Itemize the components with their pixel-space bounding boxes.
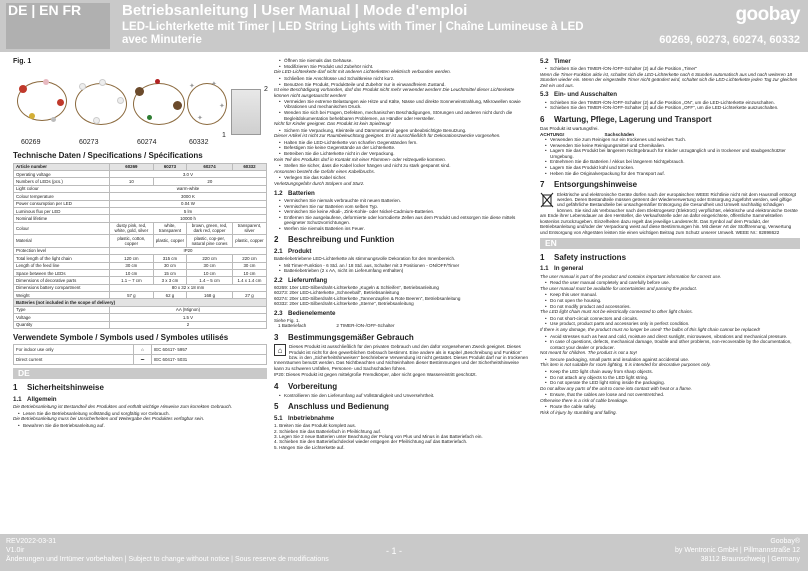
bullet-list xyxy=(274,263,528,274)
bullet-list xyxy=(540,369,800,386)
table-row xyxy=(14,178,267,185)
list-item: 5. Hängen Sie die Lichterkette auf. xyxy=(274,444,345,450)
table-row xyxy=(14,345,267,355)
bullet-list xyxy=(274,128,528,133)
list-item: • Lagern Sie das Produkt bei längerem Nichtgebrauch für Kinder unzugänglich und in trockener und staubgeschützter Umgebung. xyxy=(545,148,800,159)
section-5-2-heading: 5.2 Timer xyxy=(540,58,571,65)
row-label: Numbers of LEDs (pcs.) xyxy=(14,178,110,185)
section-5-3-heading: 5.3 Ein- und Ausschalten xyxy=(540,91,618,99)
list-item: • In case of questions, defects, mechanical damage, trouble and other problems, non-recoverable by the documentation, contact your dealer or producer. xyxy=(545,339,800,350)
list-item: 1 Batteriefach xyxy=(278,323,307,329)
en-section-1-1-heading: 1.1 In general xyxy=(540,265,584,273)
list-item: • Use product, product parts and accessories only in perfect condition. xyxy=(545,321,800,326)
list-item: • Werfen Sie niemals Batterien ins Feuer. xyxy=(279,226,528,231)
bullet-list xyxy=(540,280,800,285)
brand-logo: goobay xyxy=(735,4,800,25)
figure-label: Fig. 1 xyxy=(13,58,32,65)
direct-current-icon: ⎓ xyxy=(134,355,152,365)
list-item: • Vermeiden Sie extreme Belastungen wie Hitze und Kälte, Nässe und direkte Sonneneinstrahlung, Mikrowellen sowie Vibrationen und mechanischen Druck. xyxy=(279,99,528,110)
batteries-section-row xyxy=(14,299,267,306)
cell: IEC 60417- 5957 xyxy=(152,345,267,355)
house-icon: ⌂ xyxy=(274,344,286,356)
cell: 2 xyxy=(110,321,267,328)
list-item: • Mit Timer-Funktion - 6 Std. an / 18 Std. aus, Schalter mit 3 Positionen - ON/OFF/Timer xyxy=(279,263,528,268)
cell: IP20 xyxy=(110,247,267,254)
callout-1: 1 xyxy=(222,132,226,140)
tech-data-heading: Technische Daten / Specifications / Spécifications xyxy=(13,151,203,161)
footer-left xyxy=(6,537,329,564)
cell: 20 xyxy=(153,178,266,185)
bullet-list xyxy=(540,66,800,71)
list-item: • Vermischen Sie nur Batterien vom selben Typ. xyxy=(279,204,528,209)
paragraph: Not meant for children. The product is not a toy! xyxy=(540,350,638,356)
cell: 1.4 x 1.4 cm xyxy=(232,277,266,284)
list-item: 2. Schieben Sie das Batteriefach in Pfeilrichtung auf. xyxy=(274,428,381,434)
bullet-list xyxy=(13,411,267,416)
paragraph: Die Betriebsanleitung ist Bestandteil des Produktes und enthält wichtige Hinweise zum korrekten Gebrauch. xyxy=(13,404,233,410)
section-label: Batteries (not included in the scope of delivery) xyxy=(14,299,267,306)
list-item: • Ensure, that the cables are loose and not overstretched. xyxy=(545,392,800,397)
fig-caption-60332: 60332 xyxy=(189,139,209,147)
list-item: 60274: 20er LED-Silberdraht-Lichterkette „Tannenzapfen & Rote Beeren“, Betriebsanleitung xyxy=(274,295,461,301)
cell: plastic, cotton, copper xyxy=(110,235,154,248)
cell: warm-white xyxy=(110,185,267,192)
table-row xyxy=(14,292,267,299)
row-label: Type xyxy=(14,306,110,313)
paragraph: Dieses Produkt ist ausschließlich für den privaten Gebrauch und den dafür vorgesehenen Zweck geeignet. Dieses Produkt ist nicht für den gewerblichen Gebrauch bestimmt. Eine andere als in Kapitel „Beschreibung und Funktion“ bzw. in den „Sicherheitshinweisen“ beschriebene Verwendung ist nicht gestattet. Dieses Produkt darf nur in trockenen Innenräumen benutzt werden. Das Nichtbeachten und Nichteinhalten dieser Bestimmungen und der Sicherheitshinweise kann zu schweren Unfällen, Personen- und Sachschäden führen. xyxy=(274,344,529,371)
cell: 3000 K xyxy=(110,193,267,200)
list-item: • Befestigen Sie keine Gegenstände an der Lichterkette. xyxy=(279,145,528,150)
spec-table xyxy=(13,163,267,329)
col-header: 60274 xyxy=(187,163,233,170)
cell: 220 cm xyxy=(187,255,233,262)
cell: 30 cm xyxy=(187,262,233,269)
cell: brown, green, red, dark red, copper xyxy=(187,222,233,235)
table-row xyxy=(14,193,267,200)
fig-caption-60273: 60273 xyxy=(79,139,99,147)
cell: 5 lm xyxy=(110,207,267,214)
controls-list xyxy=(274,323,528,328)
cell: 120 cm xyxy=(110,255,154,262)
list-item: • Kontrollieren Sie den Lieferumfang auf Vollständigkeit und Unversehrtheit. xyxy=(279,393,528,398)
battery-box-image xyxy=(231,89,261,135)
table-row xyxy=(14,235,267,248)
language-bar-en: EN xyxy=(540,238,800,249)
row-label: Colour xyxy=(14,222,110,235)
column-3 xyxy=(540,58,800,417)
table-row xyxy=(14,255,267,262)
product-photo-60269 xyxy=(13,77,73,131)
paragraph: Elektrische und elektronische Geräte dürfen nach der europäischen WEEE Richtlinie nicht mit dem Hausmüll entsorgt werden. Deren Bestandteile müssen getrennt der Wiederverwertung oder Entsorgung zugeführt werden, weil giftige und gefährliche Bestandteile bei unsachgemäßer Entsorgung die Gesundheit und Umwelt nachhaltig schädigen können. Sie sind als Verbraucher nach dem Elektrogesetz (ElektroG) verpflichtet, elektrische und elektronische Geräte am Ende ihrer Lebensdauer an den Hersteller, die Verkaufsstelle oder an dafür eingerichtete, öffentliche Sammelstellen kostenlos zurückzugeben. Einzelheiten dazu regelt das jeweilige Landesrecht. Das Symbol auf dem Produkt, der Betriebsanleitung und/oder der Verpackung weist auf diese Bestimmungen hin. Mit dieser Art der Stofftrennung, Verwertung und Entsorgung von Altgeräten leisten Sie einen wichtigen Beitrag zum Schutz unserer Umwelt. WEEE Nr.: 82898622 xyxy=(540,191,798,235)
list-item: • Verwenden Sie keine Reinigungsmittel und Chemikalien. xyxy=(545,143,800,148)
list-item: • Read the user manual completely and carefully before use. xyxy=(545,280,800,285)
row-label: Protection level xyxy=(14,247,110,254)
cell: 1.1 – 7 cm xyxy=(110,277,154,284)
row-label: Operating voltage xyxy=(14,171,110,178)
section-3-heading: 3 Bestimmungsgemäßer Gebrauch xyxy=(274,332,414,342)
bullet-list xyxy=(274,198,528,232)
cell: transparent, silver xyxy=(232,222,266,235)
manual-subtitle: LED-Lichterkette mit Timer | LED String Lights with Timer | Chaîne Lumineuse à LED avec Minuterie xyxy=(122,21,584,46)
cell: 10000 h xyxy=(110,215,267,222)
paragraph: Do not allow any parts of the unit to come into contact with heat or a flame. xyxy=(540,385,692,391)
symbols-table xyxy=(13,344,267,365)
list-item: • Sichern Sie Verpackung, Kleinteile und Dämmmaterial gegen unbeabsichtigte Benutzung. xyxy=(279,128,528,133)
table-row xyxy=(14,321,267,328)
bullet-list xyxy=(540,137,800,176)
list-item: • Schieben Sie den TIMER-/ON-/OFF-Schalter (2) auf die Position „Timer“ xyxy=(545,66,800,71)
version: V1.0ir xyxy=(6,547,25,554)
paragraph: Wenn die Timer-Funktion aktiv ist, schaltet sich die LED-Lichterkette nach 6 Stunden automatisch aus und nach weiteren 18 Stunden wieder ein. Wenn der eingestellte Timer nicht geändert wird, schaltet sich die LED-Lichterkette jeden Tag zur gleichen Zeit ein und aus. xyxy=(540,72,798,88)
list-item: • Schieben Sie den TIMER-/ON-/OFF-Schalter (2) auf die Position „ON“, um die LED-Lichterkette einzuschalten. xyxy=(545,100,800,105)
bullet-list xyxy=(540,404,800,409)
paragraph: Dieser Artikel ist nicht zur Raumbeleuchtung geeignet. Er ist ausschließlich für Dekorationszwecke vorgesehen. xyxy=(274,133,501,139)
paragraph: Risk of injury by stumbling and falling. xyxy=(540,410,617,416)
list-item: • Secure packaging, small parts and insulation against accidental use. xyxy=(545,357,800,362)
list-item: 60273: 20er LED-Lichterkette „Schneeball“, Betriebsanleitung xyxy=(274,290,400,296)
list-item: • Heben Sie die Originalverpackung für den Transport auf. xyxy=(545,171,800,176)
list-item: • Wenden Sie sich bei Fragen, Defekten, mechanischen Beschädigungen, Störungen und anderen nicht durch die Begleitdokumentation behebbaren Problemen, an Händler oder Hersteller. xyxy=(279,110,528,121)
paragraph: Verletzungsgefahr durch Stolpern und Sturz. xyxy=(274,181,365,187)
section-7-body xyxy=(540,192,800,235)
product-photo-60273 xyxy=(71,77,131,131)
col-header: Article number xyxy=(14,163,110,170)
table-row xyxy=(14,247,267,254)
cell: 315 cm xyxy=(153,255,186,262)
cell: 62 g xyxy=(153,292,186,299)
section-3-body xyxy=(274,344,528,371)
cell: 0.04 W xyxy=(110,200,267,207)
spec-header-row xyxy=(14,163,267,170)
list-item: • Do not open the housing. xyxy=(545,298,800,303)
cell: 10 xyxy=(110,178,154,185)
house-icon: ⌂ xyxy=(134,345,152,355)
cell: plastic, cop-per, natural pine cones xyxy=(187,235,233,248)
cell: 30 cm xyxy=(110,262,154,269)
column-1 xyxy=(13,58,267,428)
list-item: • Lesen Sie die Betriebsanleitung vollständig und sorgfältig vor Gebrauch. xyxy=(18,411,267,416)
col-header: 60273 xyxy=(153,163,186,170)
section-2-2-heading: 2.2 Lieferumfang xyxy=(274,276,328,284)
page-number: - 1 - xyxy=(386,546,403,556)
cell: plastic, copper xyxy=(232,235,266,248)
list-item: 4. Schieben Sie den Batteriefachdeckel wieder entgegen der Pfeilrichtung auf das Batteriefach. xyxy=(274,439,468,445)
symbols-heading: Verwendete Symbole / Symbols used / Symboles utilisés xyxy=(13,332,229,342)
list-item: • Betreiben Sie die Lichterkette nicht in der Verpackung. xyxy=(279,151,528,156)
cell: 80 x 32 x 18 mm xyxy=(110,284,267,291)
section-1-heading: 1 Sicherheitshinweise xyxy=(13,383,104,393)
en-section-1-heading: 1 Safety instructions xyxy=(540,252,627,262)
paragraph: Siehe Fig. 1. xyxy=(274,317,300,323)
row-label: Total length of the light chain xyxy=(14,255,110,262)
paragraph: Kein Teil des Produkts darf in Kontakt mit einer Flammen- oder Hitzequelle kommen. xyxy=(274,156,446,162)
section-6-heading: 6 Wartung, Pflege, Lagerung und Transport xyxy=(540,114,712,124)
fig-caption-60269: 60269 xyxy=(21,139,41,147)
col-header: 60332 xyxy=(232,163,266,170)
bullet-list xyxy=(540,100,800,111)
bullet-list xyxy=(274,393,528,398)
list-item: • Bewahren Sie die Betriebsanleitung auf. xyxy=(18,423,267,428)
bullet-list xyxy=(540,392,800,397)
table-row xyxy=(14,200,267,207)
cell: 1.4 – 5 cm xyxy=(187,277,233,284)
row-label: Length of the feed line xyxy=(14,262,110,269)
paragraph: This item is not suitable for room lighting. It is intended for decorative purposes only. xyxy=(540,362,711,368)
row-label: Weight xyxy=(14,292,110,299)
paragraph: Ansonsten besteht die Gefahr eines Kabelbruchs. xyxy=(274,168,376,174)
table-row xyxy=(14,171,267,178)
section-2-heading: 2 Beschreibung und Funktion xyxy=(274,235,395,245)
cell: plastic, copper xyxy=(153,235,186,248)
row-label: Dimensions battery compartment xyxy=(14,284,110,291)
section-4-heading: 4 Vorbereitung xyxy=(274,381,338,391)
bullet-list xyxy=(274,163,528,168)
cell: 30 cm xyxy=(153,262,186,269)
cell: 30 cm xyxy=(232,262,266,269)
list-item: • Stellen Sie sicher, dass die Kabel locker hängen und nicht zu stark gespannt sind. xyxy=(279,163,528,168)
row-label: Light colour xyxy=(14,185,110,192)
footer-right xyxy=(675,537,800,564)
table-row xyxy=(14,277,267,284)
list-item: 60269: 10er LED-Silberdraht-Lichterkette „Kugeln & Schleifen“, Betriebsanleitung xyxy=(274,285,439,291)
cell: IEC 60417- 5031 xyxy=(152,355,267,365)
row-label: For indoor use only xyxy=(14,345,134,355)
section-1-2-heading: 1.2 Batterien xyxy=(274,189,315,197)
section-5-heading: 5 Anschluss und Bedienung xyxy=(274,402,389,412)
cell: 220 cm xyxy=(232,255,266,262)
table-row xyxy=(14,222,267,235)
bullet-list xyxy=(13,423,267,428)
table-row xyxy=(14,207,267,214)
bullet-list xyxy=(540,292,800,309)
company-city: 38112 Braunschweig | Germany xyxy=(700,556,800,563)
section-1-1-heading: 1.1 Allgemein xyxy=(13,395,57,403)
list-item: • Schieben Sie den TIMER-/ON-/OFF-Schalter (2) auf die Position „OFF“, um die LED-Lichterkette auszuschalten. xyxy=(545,105,800,110)
list-item: • Vermischen Sie keine Alkali-, Zink-Kohle- oder Nickel-Cadmium-Batterien. xyxy=(279,209,528,214)
bullet-list xyxy=(540,357,800,362)
row-label: Voltage xyxy=(14,314,110,321)
list-item: • Route the cable safely. xyxy=(545,404,800,409)
list-item: 2 TIMER-/ON-/OFF-Schalter xyxy=(336,323,395,329)
col-header: 60269 xyxy=(110,163,154,170)
list-item: • Halten Sie die LED-Lichterkette von scharfen Gegenständen fern. xyxy=(279,140,528,145)
bullet-list xyxy=(274,58,528,69)
bullet-list xyxy=(274,76,528,87)
section-7-heading: 7 Entsorgungshinweise xyxy=(540,180,638,190)
cell: 10 cm xyxy=(232,269,266,276)
figure-1 xyxy=(13,67,267,147)
footer-bar xyxy=(0,534,808,571)
table-row xyxy=(14,306,267,313)
bullet-list xyxy=(274,140,528,157)
bullet-list xyxy=(274,175,528,180)
bullet-list xyxy=(540,334,800,351)
cell: 1.5 V xyxy=(110,314,267,321)
row-label: Space between the LEDs xyxy=(14,269,110,276)
paragraph: Die Betriebsanleitung muss bei Unsicherheiten und Weitergabe des Produktes verfügbar sein. xyxy=(13,416,205,422)
cell: AA (Mignon) xyxy=(110,306,267,313)
revision: REV2022-03-31 xyxy=(6,538,57,545)
callout-2: 2 xyxy=(264,86,268,94)
paragraph: The user manual must be available for uncertainties and passing the product. xyxy=(540,285,698,291)
paragraph: Otherwise there is a risk of cable breakage. xyxy=(540,398,629,404)
paragraph: The user manual is part of the product and contains important information for correct use. xyxy=(540,273,722,279)
cell: 10 cm xyxy=(110,269,154,276)
list-item: • Keep the LED light chain away from sharp objects. xyxy=(545,369,800,374)
article-numbers: 60269, 60273, 60274, 60332 xyxy=(659,34,800,46)
list-item: • Entnehmen Sie die Batterien / Akkus bei längerem Nichtgebrauch. xyxy=(545,159,800,164)
list-item: • Vermischen Sie niemals verbrauchte mit neuen Batterien. xyxy=(279,198,528,203)
cell: 27 g xyxy=(232,292,266,299)
list-item: • Verwenden Sie zum Reinigen nur ein trockenes und weiches Tuch. xyxy=(545,137,800,142)
cell: white, transparent xyxy=(153,222,186,235)
table-row xyxy=(14,262,267,269)
cell: 3.0 V xyxy=(110,171,267,178)
paragraph: IP20: Dieses Produkt ist gegen mittelgroße Fremdkörper, aber nicht gegen Wassereintritt geschützt. xyxy=(274,372,477,378)
warning-label: ACHTUNG! xyxy=(540,131,565,137)
row-label: Colour temperature xyxy=(14,193,110,200)
paragraph: If there is any damage, the product must no longer be used! The bulbs of this light chain cannot be replaced! xyxy=(540,327,761,333)
list-item: • Do not operate the LED light string inside the packaging. xyxy=(545,380,800,385)
list-item: • Verlegen Sie das Kabel sicher. xyxy=(279,175,528,180)
list-item: • Benutzen Sie Produkt, Produktteile und Zubehör nur in einwandfreiem Zustand. xyxy=(279,82,528,87)
bullet-list xyxy=(274,99,528,121)
list-item: 60332: 20er LED-Silberdraht-Lichterkette „Sterne“, Betriebsanleitung xyxy=(274,301,414,307)
list-item: • Keep this user manual. xyxy=(545,292,800,297)
product-photo-60274 xyxy=(129,77,189,131)
section-5-1-heading: 5.1 Inbetriebnahme xyxy=(274,414,335,422)
row-label: Quantity xyxy=(14,321,110,328)
paragraph: Das Produkt ist wartungsfrei. xyxy=(540,126,599,132)
paragraph: Batteriebetriebene LED-Lichterkette als stimmungsvolle Dekoration für den Innenbereich. xyxy=(274,256,456,262)
paragraph: The LED light chain must not be electrically connected to other light chains. xyxy=(540,309,693,315)
section-2-1-heading: 2.1 Produkt xyxy=(274,247,312,255)
row-label: Dimensions of decorative parts xyxy=(14,277,110,284)
language-bar-de: DE xyxy=(13,368,267,379)
row-label: Power consumption per LED xyxy=(14,200,110,207)
product-photo-60332: ✦ ✦ ✦ ✦ xyxy=(185,77,229,131)
cell: 10 cm xyxy=(187,269,233,276)
table-row xyxy=(14,284,267,291)
cell: dusty pink, red, white, gold, silver xyxy=(110,222,154,235)
paragraph: Nicht für Kinder geeignet. Das Produkt ist kein Spielzeug! xyxy=(274,121,391,127)
list-item: 1. Breiten Sie das Produkt komplett aus. xyxy=(274,423,356,429)
header-bar xyxy=(0,0,808,52)
list-item: • Öffnen Sie niemals das Gehäuse. xyxy=(279,58,528,63)
row-label: Material xyxy=(14,235,110,248)
paragraph: Die LED-Lichterkette darf nicht mit anderen Lichterketten elektrisch verbunden werden. xyxy=(274,69,451,75)
list-item: • Do not attach any objects to the LED light string. xyxy=(545,375,800,380)
column-2 xyxy=(274,58,528,450)
list-item: • Lagern Sie das Produkt kühl und trocken. xyxy=(545,165,800,170)
cell: 3 x 3 cm xyxy=(153,277,186,284)
table-row xyxy=(14,314,267,321)
list-item: • Schließen Sie Anschlüsse und Schaltkreise nicht kurz. xyxy=(279,76,528,81)
row-label: Direct current xyxy=(14,355,134,365)
cell: 15 cm xyxy=(153,269,186,276)
list-item: 3. Legen Sie 2 neue Batterien unter Beachtung der Polung von Plus und Minus in das Batteriefach ein. xyxy=(274,434,483,440)
crossed-bin-icon xyxy=(540,192,554,208)
warning-text: Sachschäden xyxy=(604,131,635,137)
section-2-3-heading: 2.3 Bedienelemente xyxy=(274,309,336,317)
table-row xyxy=(14,269,267,276)
row-label: Luminous flux per LED xyxy=(14,207,110,214)
company-address: by Wentronic GmbH | Pillmannstraße 12 xyxy=(674,547,800,554)
manual-title: Betriebsanleitung | User Manual | Mode d'emploi xyxy=(122,2,468,19)
list-item: • Do not modify product and accessories. xyxy=(545,304,800,309)
paragraph: Ist eine Beschädigung vorhanden, darf das Produkt nicht mehr verwendet werden! Die Leuchtmittel dieser Lichterkette können nicht ausgetauscht werden! xyxy=(274,87,515,98)
cell: 168 g xyxy=(187,292,233,299)
bullet-list xyxy=(540,316,800,327)
list-item: • Do not short-circuit connectors and circuits. xyxy=(545,316,800,321)
fig-caption-60274: 60274 xyxy=(137,139,157,147)
language-codes: DE | EN FR xyxy=(6,3,110,49)
cell: 57 g xyxy=(110,292,154,299)
list-item: • Entfernen Sie ausgelaufene, deformierte oder korrodierte Zellen aus dem Produkt und entsorgen Sie diese mittels geeigneter Schutzvorrichtungen. xyxy=(279,215,528,226)
brand: Goobay® xyxy=(770,538,800,545)
table-row xyxy=(14,215,267,222)
list-item: • Batteriebetrieben (2 x AA, nicht im Lieferumfang enthalten) xyxy=(279,268,528,273)
list-item: • Avoid stresses such as heat and cold, moisture and direct sunlight, microwaves, vibrations and mechanical pressure. xyxy=(545,334,800,339)
table-row xyxy=(14,355,267,365)
table-row xyxy=(14,185,267,192)
row-label: Nominal lifetime xyxy=(14,215,110,222)
disclaimer: Änderungen und Irrtümer vorbehalten | Subject to change without notice | Sous reserve de modifications xyxy=(6,556,329,563)
list-item: • Modifizieren Sie Produkt und Zubehör nicht. xyxy=(279,64,528,69)
